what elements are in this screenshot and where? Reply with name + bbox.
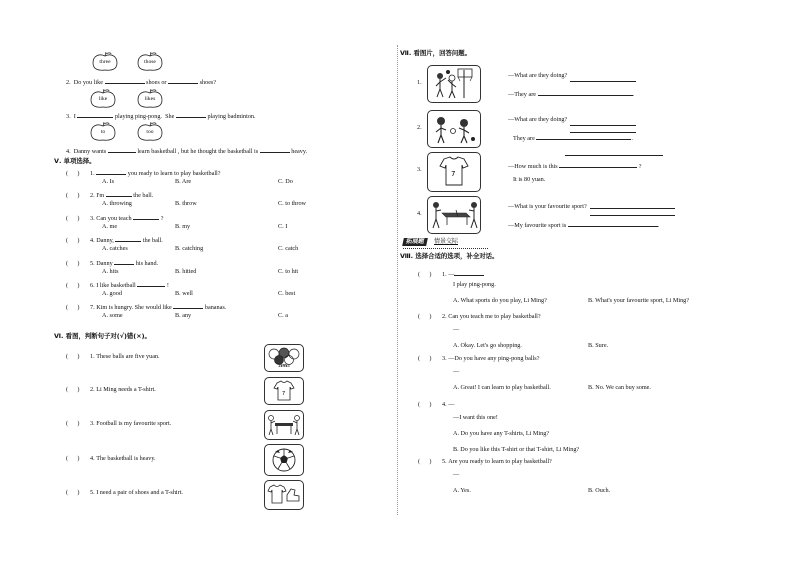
mc-option[interactable]: C. Do (278, 178, 293, 185)
fill-question-3: 3. I playing ping-pong. She playing badminton. (66, 113, 256, 120)
statement-text: Li Ming needs a T-shirt. (96, 386, 156, 393)
mc-option[interactable]: B. any (175, 312, 192, 320)
picture-question-number: 1. (417, 79, 422, 86)
ping-pong-picture (264, 410, 304, 440)
question-text: Kim is hungry. She would like (96, 304, 172, 312)
dialogue-line: I play ping-pong. (453, 281, 496, 288)
question-number: 4. (90, 237, 95, 245)
mc-question-7 (66, 302, 226, 311)
basketball-players-icon (428, 66, 480, 102)
dialogue-option[interactable]: A. Yes. (453, 487, 471, 494)
answer-parentheses[interactable]: ( ) (418, 401, 432, 408)
mc-option[interactable]: B. Are (175, 178, 192, 185)
picture-question (508, 204, 587, 210)
answer-blank[interactable] (133, 213, 159, 220)
statement-text: The basketball is heavy. (96, 455, 156, 462)
football-icon (265, 445, 303, 475)
mc-option[interactable]: C. best (278, 290, 296, 297)
question-text: I like basketball (96, 282, 136, 289)
mc-option[interactable]: B. well (175, 290, 193, 297)
dialogue-option[interactable]: B. Sure. (588, 342, 609, 349)
picture-question (508, 73, 567, 79)
answer-parentheses[interactable]: ( ) (418, 313, 432, 320)
question-number: 2. (90, 386, 95, 393)
question-number: 4. (90, 455, 95, 462)
kids-playing-icon (428, 111, 480, 147)
dialogue-option[interactable]: B. What's your favourite sport, Li Ming? (588, 297, 690, 304)
question-number: 5. (442, 458, 447, 465)
apple-word-those: those (144, 59, 156, 65)
answer-blank[interactable] (568, 220, 658, 227)
dialogue-option[interactable]: A. What sports do you play, Li Ming? (453, 297, 547, 304)
question-text: the ball. (133, 192, 154, 200)
answer-line[interactable] (590, 215, 675, 216)
judge-statement-1 (66, 354, 160, 360)
fill-question-4: 4. Danny wants learn basketball , but he thought the basketball is heavy. (66, 148, 308, 155)
shirt-picture (427, 152, 481, 192)
question-text: —What are they doing? (508, 116, 568, 123)
answer-parentheses[interactable]: ( ) (66, 214, 80, 222)
dialogue-option[interactable]: A. Do you have any T-shirts, Li Ming? (453, 430, 550, 437)
table-tennis-picture (427, 196, 481, 234)
question-text: the ball. (142, 237, 163, 245)
apple-word-like: like (98, 96, 108, 102)
mc-option[interactable]: C. I (278, 222, 288, 230)
mc-question-3 (66, 213, 163, 222)
answer-blank[interactable] (114, 258, 134, 265)
mc-option[interactable]: A. good (102, 290, 122, 297)
clothes-picture (264, 480, 304, 510)
answer-parentheses[interactable]: ( ) (66, 455, 80, 462)
answer-parentheses[interactable]: ( ) (66, 353, 80, 360)
question-text: ! (166, 282, 169, 289)
answer-parentheses[interactable]: ( ) (66, 489, 80, 496)
answer-line[interactable] (565, 155, 663, 156)
question-text: —What is your favourite sport? (508, 203, 587, 210)
clothes-icon (265, 481, 303, 509)
mc-question-4 (66, 235, 163, 244)
dialogue-option[interactable]: B. Ouch. (588, 487, 611, 494)
mc-option[interactable]: B. catching (175, 245, 204, 253)
answer-blank[interactable] (538, 89, 633, 96)
apple-word-likes: likes (144, 96, 156, 102)
statement-text: These balls are five yuan. (96, 353, 160, 360)
mc-option[interactable]: A. me (102, 222, 118, 230)
question-number: 6. (90, 282, 95, 289)
answer-text: . (631, 135, 633, 142)
question-number: 1. (90, 353, 95, 360)
football-picture (264, 444, 304, 476)
kids-playing-picture (427, 110, 481, 148)
mc-question-6 (66, 280, 169, 289)
badge-underline (403, 248, 488, 249)
question-number: 2. (442, 313, 447, 320)
answer-parentheses[interactable]: ( ) (66, 304, 80, 312)
answer-blank[interactable] (115, 235, 141, 242)
mc-option[interactable]: C. a (278, 312, 288, 320)
dialogue-question-2 (418, 314, 541, 320)
question-text: ? (638, 163, 642, 170)
answer-parentheses[interactable]: ( ) (418, 355, 432, 362)
statement-text: Football is my favourite sport. (96, 420, 172, 427)
answer-parentheses[interactable]: ( ) (418, 458, 432, 465)
section-7-title: Ⅶ. 看图片，回答问题。 (400, 49, 472, 57)
mc-option[interactable]: B. hitted (175, 267, 197, 275)
answer-line[interactable] (570, 81, 636, 82)
apple-word-too: too (146, 129, 154, 135)
question-number: 5. (90, 489, 95, 496)
question-number: 2. (90, 192, 95, 200)
dialogue-line: Are you ready to learn to play basketball? (448, 458, 552, 465)
dialogue-line: — (453, 471, 460, 478)
answer-parentheses[interactable]: ( ) (66, 192, 80, 200)
dialogue-question-5 (418, 459, 552, 465)
section-6-title: Ⅵ. 看图，判断句子对(√)错(×)。 (54, 332, 151, 340)
answer-parentheses[interactable]: ( ) (66, 386, 80, 393)
column-divider (397, 45, 398, 515)
judge-statement-5 (66, 490, 183, 496)
dialogue-option[interactable]: A. Okay. Let's go shopping. (453, 342, 522, 349)
answer-text: . (632, 91, 635, 98)
question-number: 4. (442, 401, 447, 408)
svg-text:7: 7 (451, 170, 456, 178)
picture-answer (513, 133, 633, 142)
shirt-icon (428, 153, 480, 191)
judge-statement-2 (66, 387, 156, 393)
picture-question-number: 4. (417, 210, 422, 217)
apple-word-to: to (100, 129, 106, 135)
dialogue-line: — (448, 271, 455, 278)
dialogue-question-1 (418, 269, 484, 278)
question-text: his hand. (135, 259, 159, 267)
mc-option[interactable]: A. some (102, 312, 123, 320)
question-text: Can you teach (96, 214, 132, 222)
dialogue-question-4 (418, 402, 454, 408)
dialogue-line: Can you teach me to play basketball? (448, 313, 541, 320)
answer-blank[interactable] (559, 161, 637, 168)
picture-answer (508, 89, 634, 98)
dialogue-question-3 (418, 356, 539, 362)
ping-pong-icon (265, 411, 303, 439)
mc-option[interactable]: A. throwing (102, 200, 132, 208)
answer-parentheses[interactable]: ( ) (66, 237, 80, 245)
answer-blank[interactable] (96, 168, 126, 175)
mc-option[interactable]: B. throw (175, 200, 197, 208)
picture-question (508, 161, 642, 170)
dialogue-line: — (448, 401, 455, 408)
mc-question-5 (66, 258, 158, 267)
fill-question-2: 2. Do you like shoes or shoes? (66, 79, 217, 86)
dialogue-option[interactable]: A. Great! I can learn to play basketball. (453, 384, 551, 391)
dialogue-line: —Do you have any ping-pong balls? (448, 355, 540, 362)
judge-statement-3 (66, 421, 171, 427)
picture-answer (513, 177, 545, 183)
answer-text: It is 80 yuan. (513, 176, 546, 183)
answer-blank[interactable] (454, 269, 484, 276)
mc-option[interactable]: C. to hit (278, 267, 299, 275)
mc-option[interactable]: C. catch (278, 245, 299, 253)
answer-blank[interactable] (137, 280, 165, 287)
balls-price-label: 2¥9¥5 (278, 363, 290, 368)
mc-option[interactable]: A. hits (102, 267, 119, 275)
picture-question (508, 117, 567, 123)
svg-text:7: 7 (282, 391, 286, 397)
tshirt-picture (264, 377, 304, 405)
question-text: ? (160, 214, 164, 222)
question-number: 5. (90, 259, 95, 267)
dialogue-line: —I want this one! (453, 414, 498, 421)
answer-parentheses[interactable]: ( ) (66, 259, 80, 267)
mc-question-1 (66, 168, 221, 177)
question-text: I'm (96, 192, 105, 200)
answer-blank[interactable] (536, 133, 631, 140)
mc-option[interactable]: A. Is (102, 178, 115, 185)
question-number: 1. (90, 170, 95, 177)
question-text: Danny (96, 259, 113, 267)
question-text: you ready to learn to play basketball? (127, 170, 221, 177)
mc-option[interactable]: C. to throw (278, 200, 307, 208)
statement-text: I need a pair of shoes and a T-shirt. (96, 489, 183, 496)
dialogue-line: — (453, 368, 460, 375)
dialogue-line: — (453, 326, 460, 333)
table-tennis-icon (428, 197, 480, 233)
answer-text: —My favourite sport is (508, 222, 567, 229)
mc-option[interactable]: B. my (175, 222, 191, 230)
answer-line[interactable] (590, 208, 675, 209)
answer-line[interactable] (570, 125, 636, 126)
picture-question-number: 2. (417, 124, 422, 131)
mc-question-2 (66, 190, 153, 199)
answer-text: . (657, 222, 660, 229)
question-number: 3. (90, 420, 95, 427)
question-number: 1. (442, 271, 447, 278)
section-8-title: Ⅷ. 选择合适的选项，补全对话。 (400, 252, 499, 260)
balls-price-picture (264, 344, 304, 372)
judge-statement-4 (66, 456, 156, 462)
answer-parentheses[interactable]: ( ) (66, 420, 80, 427)
tshirt-icon (265, 378, 303, 404)
answer-parentheses[interactable]: ( ) (66, 282, 80, 289)
answer-parentheses[interactable]: ( ) (66, 170, 80, 177)
dialogue-option[interactable]: B. No. We can buy some. (588, 384, 651, 391)
answer-text: —They are (508, 91, 537, 98)
question-text: bananas. (204, 304, 227, 312)
answer-line[interactable] (570, 132, 636, 133)
answer-text: They are (513, 135, 535, 142)
apple-word-three: three (99, 59, 111, 65)
mc-option[interactable]: A. catches (102, 245, 128, 253)
answer-blank[interactable] (106, 190, 132, 197)
answer-parentheses[interactable]: ( ) (418, 271, 432, 278)
picture-question-number: 3. (417, 166, 422, 173)
question-text: —How much is this (508, 163, 558, 170)
answer-blank[interactable] (173, 302, 203, 309)
section-5-title: Ⅴ. 单项选择。 (54, 157, 96, 165)
dialogue-option[interactable]: B. Do you like this T-shirt or that T-shirt, Li Ming? (453, 446, 580, 453)
basketball-players-picture (427, 65, 481, 103)
badge-subtitle: 情景交际 (434, 238, 459, 245)
extension-badge: 拓展题 (402, 238, 428, 246)
question-text: —What are they doing? (508, 72, 568, 79)
question-number: 3. (442, 355, 447, 362)
question-number: 7. (90, 304, 95, 312)
question-number: 3. (90, 214, 95, 222)
picture-answer (508, 220, 659, 229)
question-text: Danny, (96, 237, 114, 245)
